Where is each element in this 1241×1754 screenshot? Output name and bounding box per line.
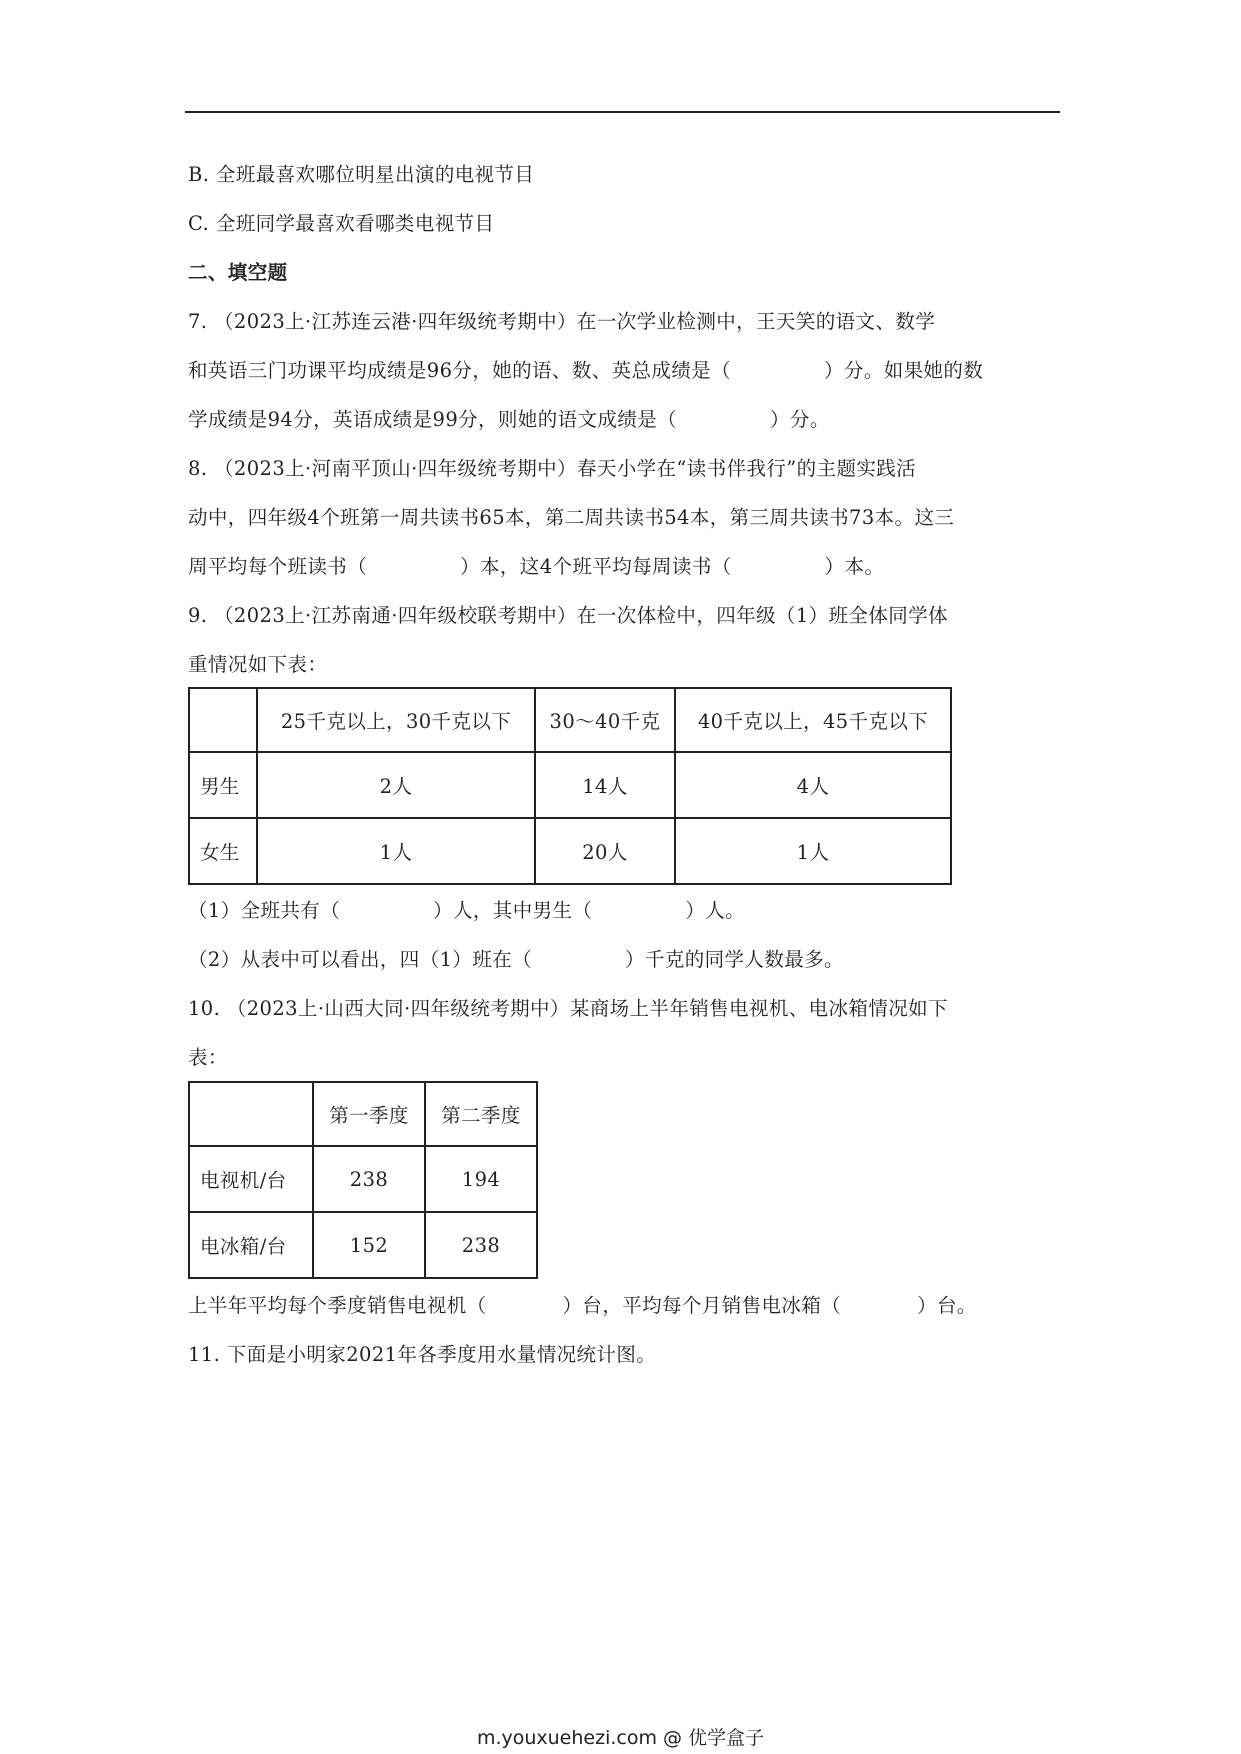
q7-line-1: 7. （2023上·江苏连云港·四年级统考期中）在一次学业检测中，王天笑的语文、数学 [188, 310, 936, 333]
sales-col-header: 第二季度 [425, 1082, 537, 1146]
option-c: C. 全班同学最喜欢看哪类电视节目 [188, 212, 495, 235]
weight-table-header-row [189, 688, 951, 752]
q9-line-2: 重情况如下表： [188, 653, 328, 676]
sales-table-corner [189, 1082, 313, 1146]
sales-table-header-row [189, 1082, 537, 1146]
table-cell: 238 [425, 1212, 537, 1278]
weight-col-header: 30～40千克 [535, 688, 675, 752]
header-rule [185, 111, 1060, 113]
table-cell: 20人 [535, 818, 675, 884]
table-row [189, 1146, 537, 1212]
weight-col-header: 25千克以上，30千克以下 [257, 688, 535, 752]
table-cell: 194 [425, 1146, 537, 1212]
weight-table [188, 687, 952, 885]
q9-sub-2: （2）从表中可以看出，四（1）班在（ ）千克的同学人数最多。 [188, 948, 844, 971]
q8-line-2: 动中，四年级4个班第一周共读书65本，第二周共读书54本，第三周共读书73本。这三 [188, 506, 955, 529]
row-header-fridge: 电冰箱/台 [189, 1212, 313, 1278]
row-header-boys: 男生 [189, 752, 257, 818]
table-cell: 14人 [535, 752, 675, 818]
weight-col-header: 40千克以上，45千克以下 [675, 688, 951, 752]
q8-line-3: 周平均每个班读书（ ）本，这4个班平均每周读书（ ）本。 [188, 555, 885, 578]
q10-line-1: 10. （2023上·山西大同·四年级统考期中）某商场上半年销售电视机、电冰箱情况如下 [188, 997, 948, 1020]
row-header-tv: 电视机/台 [189, 1146, 313, 1212]
q11-line: 11. 下面是小明家2021年各季度用水量情况统计图。 [188, 1343, 657, 1366]
section-heading: 二、填空题 [188, 261, 288, 284]
table-cell: 1人 [675, 818, 951, 884]
table-cell: 4人 [675, 752, 951, 818]
table-row [189, 752, 951, 818]
sales-col-header: 第一季度 [313, 1082, 425, 1146]
q10-line-2: 表： [188, 1046, 228, 1069]
table-cell: 152 [313, 1212, 425, 1278]
table-cell: 1人 [257, 818, 535, 884]
table-row [189, 1212, 537, 1278]
footer-watermark: m.youxuehezi.com @ 优学盒子 [476, 1727, 765, 1749]
weight-table-corner [189, 688, 257, 752]
q10-answer-line: 上半年平均每个季度销售电视机（ ）台，平均每个月销售电冰箱（ ）台。 [188, 1294, 977, 1317]
q9-line-1: 9. （2023上·江苏南通·四年级校联考期中）在一次体检中，四年级（1）班全体同学体 [188, 604, 948, 627]
q7-line-3: 学成绩是94分，英语成绩是99分，则她的语文成绩是（ ）分。 [188, 408, 830, 431]
sales-table [188, 1081, 538, 1279]
q8-line-1: 8. （2023上·河南平顶山·四年级统考期中）春天小学在“读书伴我行”的主题实践活 [188, 457, 917, 480]
q9-sub-1: （1）全班共有（ ）人，其中男生（ ）人。 [188, 899, 746, 922]
option-b: B. 全班最喜欢哪位明星出演的电视节目 [188, 163, 535, 186]
q7-line-2: 和英语三门功课平均成绩是96分，她的语、数、英总成绩是（ ）分。如果她的数 [188, 359, 984, 382]
table-cell: 2人 [257, 752, 535, 818]
table-row [189, 818, 951, 884]
row-header-girls: 女生 [189, 818, 257, 884]
table-cell: 238 [313, 1146, 425, 1212]
